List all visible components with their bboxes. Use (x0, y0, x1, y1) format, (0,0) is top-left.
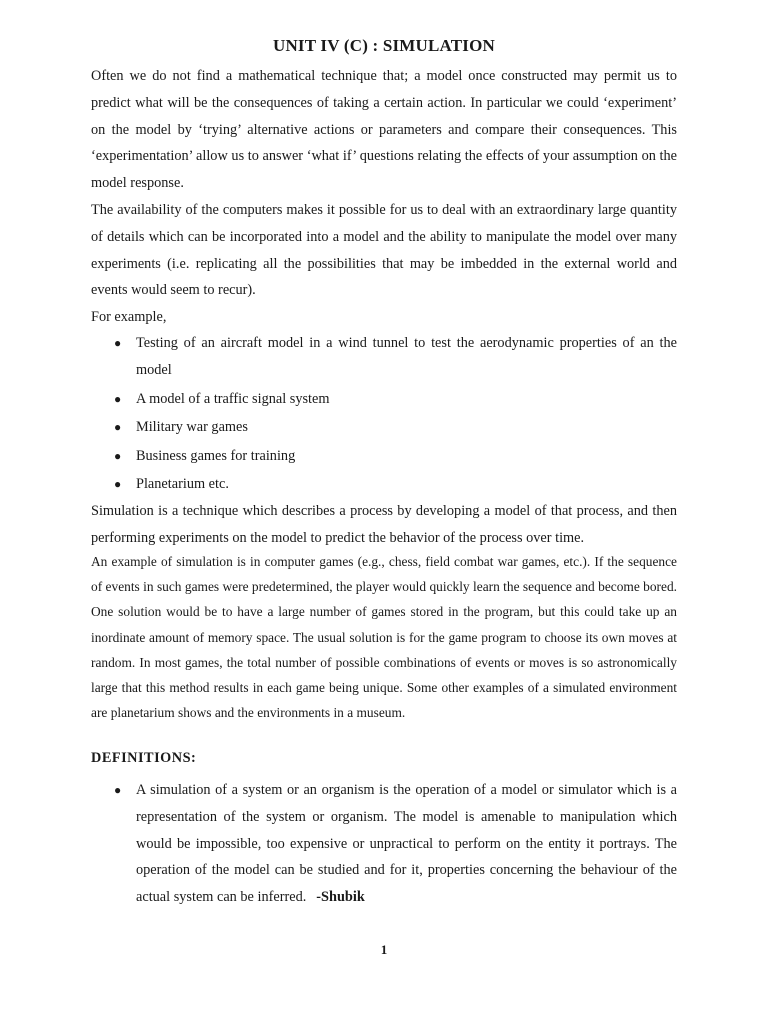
simulation-definition-paragraph: Simulation is a technique which describes a process by developing a model of that process, and then performing experiments on the model to predict the behavior of the process over time. (91, 503, 677, 546)
list-item (91, 777, 677, 911)
intro-paragraph: Often we do not find a mathematical technique that; a model once constructed may permit us to predict what will be the consequences of taking a certain action. In particular we could ‘experiment’ on the model by ‘trying’ alternative actions or parameters and compare their consequences. This ‘experimentation’ allow us to answer ‘what if’ questions relating the effects of your assumption on the model response. (91, 68, 677, 192)
list-item (91, 471, 677, 498)
list-item (91, 414, 677, 441)
list-item-text: Testing of an aircraft model in a wind tunnel to test the aerodynamic properties of an the model (136, 335, 677, 378)
page-number: 1 (380, 942, 388, 957)
definition-attribution: -Shubik (316, 889, 365, 906)
definitions-heading: DEFINITIONS: (91, 750, 197, 766)
list-item-text: Military war games (136, 419, 248, 435)
bullet-icon: ● (114, 448, 122, 463)
list-item-text: Planetarium etc. (136, 476, 229, 492)
examples-list (91, 330, 677, 500)
bullet-icon: ● (114, 420, 122, 434)
page-title: UNIT IV (C) : SIMULATION (272, 36, 496, 55)
definition-text: A simulation of a system or an organism is the operation of a model or simulator which is a representation of the system or organism. The model is amenable to manipulation which would be impossible, too expensive or unpractical to perform on the entity it portrays. The operation of the model can be studied and for it, properties concerning the behaviour of the actual system can be inferred. (136, 782, 677, 906)
bullet-icon: ● (114, 477, 122, 491)
bullet-icon: ● (114, 336, 122, 350)
list-item-text: A model of a traffic signal system (136, 390, 330, 407)
list-item (91, 386, 677, 413)
for-example-label: For example, (91, 309, 167, 325)
definitions-list (91, 777, 677, 911)
computers-paragraph: The availability of the computers makes it possible for us to deal with an extraordinary large quantity of details which can be incorporated into a model and the ability to manipulate the model over many experiments (i.e. replicating all the possibilities that may be imbedded in the external world and events would seem to recur). (91, 202, 677, 299)
list-item-text: Business games for training (136, 447, 296, 464)
list-item (91, 443, 677, 470)
bullet-icon: ● (114, 783, 122, 797)
computer-games-paragraph: An example of simulation is in computer games (e.g., chess, field combat war games, etc.). If the sequence of events in such games were predetermined, the player would quickly learn the sequence and become bored. One solution would be to have a large number of games stored in the program, but this could take up an inordinate amount of memory space. The usual solution is for the game program to choose its own moves at random. In most games, the total number of possible combinations of events or moves is so astronomically large that this method results in each game being unique. Some other examples of a simulated environment are planetarium shows and the environments in a museum. (91, 554, 677, 721)
list-item (91, 330, 677, 384)
bullet-icon: ● (114, 391, 122, 406)
